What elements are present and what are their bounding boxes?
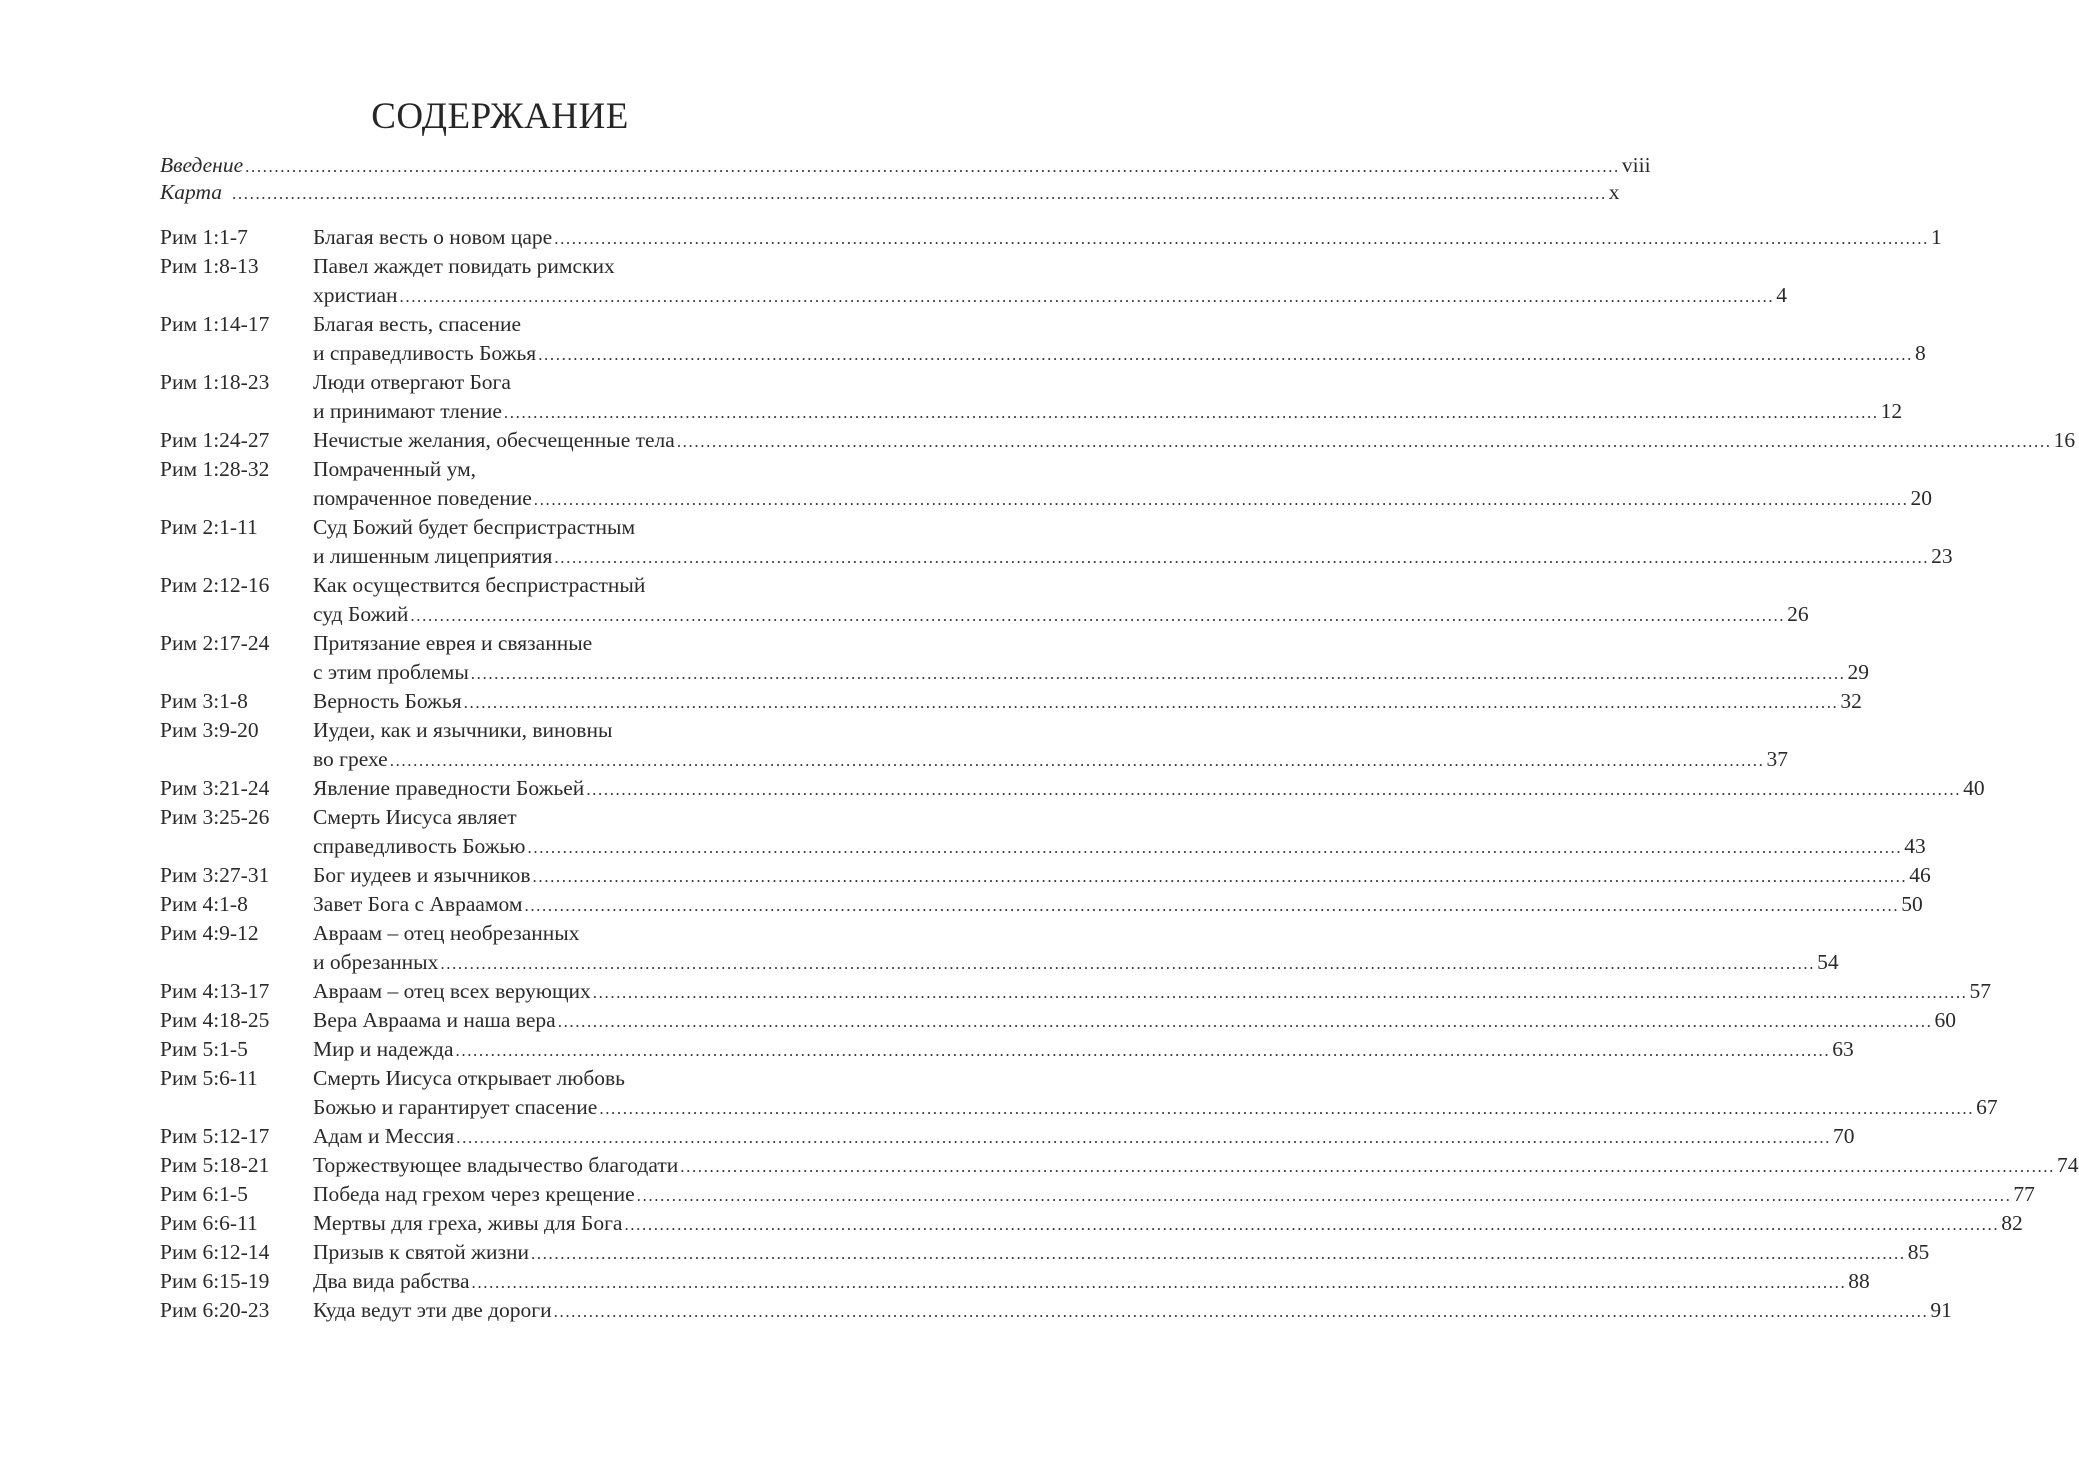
scripture-reference: Рим 2:17-24 — [160, 631, 270, 655]
scripture-reference: Рим 4:9-12 — [160, 921, 259, 945]
scripture-reference: Рим 2:1-11 — [160, 515, 258, 539]
entry-title: Карта — [160, 180, 223, 204]
page-number: x — [1608, 180, 1620, 204]
toc-entry[interactable] — [160, 223, 1942, 252]
entry-title: Победа над грехом через крещение — [313, 1182, 635, 1206]
entry-line — [313, 716, 1788, 745]
dot-leader — [558, 1007, 1933, 1036]
entry-body — [313, 1267, 1870, 1296]
entry-body — [313, 513, 1953, 571]
toc-entry-introduction[interactable] — [160, 152, 1651, 179]
entry-body — [313, 1296, 1952, 1325]
toc-entry[interactable] — [160, 803, 1926, 861]
toc-entry[interactable] — [160, 1267, 1870, 1296]
entry-title: суд Божий — [313, 602, 409, 626]
dot-leader — [456, 1036, 1831, 1065]
scripture-reference: Рим 5:1-5 — [160, 1037, 248, 1061]
dot-leader — [390, 746, 1765, 775]
scripture-reference: Рим 1:1-7 — [160, 225, 248, 249]
dot-leader — [531, 1239, 1906, 1268]
entry-line — [313, 397, 1902, 426]
dot-leader — [456, 1123, 1831, 1152]
entry-title: Явление праведности Божьей — [313, 776, 585, 800]
toc-entry[interactable] — [160, 1296, 1952, 1325]
page-number: 8 — [1914, 341, 1926, 365]
entry-title: Смерть Иисуса являет — [313, 805, 517, 829]
dot-leader — [554, 1297, 1929, 1326]
entry-line — [313, 426, 2075, 455]
entry-line — [313, 513, 1953, 542]
entry-title: Благая весть о новом царе — [313, 225, 553, 249]
entry-body — [313, 890, 1923, 919]
page-number: 57 — [1969, 979, 1992, 1003]
toc-entry[interactable] — [160, 861, 1931, 890]
entry-line — [313, 1267, 1870, 1296]
scripture-reference: Рим 6:15-19 — [160, 1269, 270, 1293]
entry-line — [313, 977, 1991, 1006]
entry-title: Люди отвергают Бога — [313, 370, 511, 394]
table-of-contents — [160, 152, 2079, 1325]
toc-entry[interactable] — [160, 1209, 2023, 1238]
entry-line — [313, 1151, 2079, 1180]
entry-title: Помраченный ум, — [313, 457, 477, 481]
entry-body — [313, 803, 1926, 861]
page-number: 91 — [1930, 1298, 1952, 1322]
entry-body — [313, 861, 1931, 890]
entry-line — [313, 600, 1809, 629]
entry-title: Как осуществится беспристрастный — [313, 573, 646, 597]
entry-body — [313, 1122, 1855, 1151]
dot-leader — [400, 282, 1775, 311]
entry-body — [313, 977, 1991, 1006]
entry-line — [313, 658, 1869, 687]
entry-title: Благая весть, спасение — [313, 312, 522, 336]
page-number: 1 — [1930, 225, 1942, 249]
entry-title: христиан — [313, 283, 398, 307]
entry-title: Мертвы для греха, живы для Бога — [313, 1211, 623, 1235]
entry-title: Божью и гарантирует спасение — [313, 1095, 598, 1119]
dot-leader — [680, 1152, 2055, 1181]
page-number: viii — [1621, 153, 1651, 177]
dot-leader — [599, 1094, 1974, 1123]
toc-entry[interactable] — [160, 1180, 2035, 1209]
entry-title: Введение — [160, 153, 244, 177]
page-number: 67 — [1976, 1095, 1998, 1119]
toc-entry[interactable] — [160, 1035, 1854, 1064]
dot-leader — [554, 224, 1929, 253]
entry-body — [313, 774, 1985, 803]
scripture-reference: Рим 3:9-20 — [160, 718, 259, 742]
entry-title: и лишенным лицеприятия — [313, 544, 553, 568]
entry-title: Нечистые желания, обесчещенные тела — [313, 428, 675, 452]
toc-entry[interactable] — [160, 890, 1923, 919]
dot-leader — [624, 1210, 1999, 1239]
entry-body — [313, 1006, 1956, 1035]
page-number: 20 — [1910, 486, 1933, 510]
entry-title: Вера Авраама и наша вера — [313, 1008, 556, 1032]
scripture-reference: Рим 5:6-11 — [160, 1066, 258, 1090]
entry-title: и принимают тление — [313, 399, 502, 423]
dot-leader — [524, 891, 1899, 920]
toc-entry[interactable] — [160, 774, 1985, 803]
page-number: 54 — [1817, 950, 1839, 974]
scripture-reference: Рим 3:21-24 — [160, 776, 270, 800]
entry-body — [313, 919, 1839, 977]
front-matter — [160, 152, 1651, 206]
entry-line — [313, 1093, 1998, 1122]
dot-leader — [593, 978, 1968, 1007]
entry-title: Смерть Иисуса открывает любовь — [313, 1066, 625, 1090]
toc-entry[interactable] — [160, 455, 1933, 513]
dot-leader — [440, 949, 1815, 978]
entry-title: Авраам – отец всех верующих — [313, 979, 591, 1003]
dot-leader — [472, 1268, 1847, 1297]
entry-body — [313, 571, 1809, 629]
scripture-reference: Рим 3:27-31 — [160, 863, 270, 887]
entry-title: во грехе — [313, 747, 388, 771]
page-number: 43 — [1904, 834, 1926, 858]
toc-entry[interactable] — [160, 1122, 1855, 1151]
scripture-reference: Рим 1:18-23 — [160, 370, 270, 394]
page-number: 77 — [2013, 1182, 2035, 1206]
toc-entry[interactable] — [160, 426, 2076, 455]
toc-entry[interactable] — [160, 368, 1903, 426]
page-number: 32 — [1840, 689, 1862, 713]
entry-body — [313, 1151, 2079, 1180]
entry-title: Адам и Мессия — [313, 1124, 455, 1148]
dot-leader — [245, 153, 1620, 180]
dot-leader — [533, 862, 1908, 891]
entry-line — [313, 542, 1953, 571]
entry-title: Мир и надежда — [313, 1037, 454, 1061]
entry-title: с этим проблемы — [313, 660, 469, 684]
entry-title: и справедливость Божья — [313, 341, 537, 365]
entry-title: Торжествующее владычество благодати — [313, 1153, 679, 1177]
entry-line — [313, 861, 1931, 890]
entry-title: справедливость Божью — [313, 834, 526, 858]
scripture-reference: Рим 4:18-25 — [160, 1008, 270, 1032]
page-number: 12 — [1880, 399, 1903, 423]
entry-line — [313, 281, 1787, 310]
toc-entry-map[interactable] — [160, 179, 1620, 206]
page-number: 60 — [1934, 1008, 1956, 1032]
entry-body — [313, 310, 1926, 368]
entry-line — [313, 339, 1926, 368]
toc-entry[interactable] — [160, 629, 1870, 687]
page-number: 50 — [1901, 892, 1923, 916]
toc-entry[interactable] — [160, 252, 1787, 310]
scripture-reference: Рим 1:24-27 — [160, 428, 270, 452]
entry-body — [313, 455, 1932, 513]
scripture-reference: Рим 1:28-32 — [160, 457, 270, 481]
scripture-reference: Рим 6:12-14 — [160, 1240, 270, 1264]
page-number: 88 — [1848, 1269, 1870, 1293]
page-number: 74 — [2057, 1153, 2079, 1177]
entry-body — [313, 1180, 2035, 1209]
page-number: 46 — [1909, 863, 1931, 887]
dot-leader — [504, 398, 1879, 427]
dot-leader — [554, 543, 1929, 572]
entry-line — [313, 1209, 2023, 1238]
page-number: 85 — [1907, 1240, 1930, 1264]
entry-line — [313, 774, 1985, 803]
toc-entry[interactable] — [160, 1064, 1998, 1122]
entry-line — [313, 1296, 1952, 1325]
toc-entry[interactable] — [160, 310, 1926, 368]
entry-body — [313, 1064, 1998, 1122]
page-number: 29 — [1847, 660, 1870, 684]
page-number: 82 — [2001, 1211, 2023, 1235]
entry-line — [313, 1238, 1929, 1267]
entry-line — [313, 1035, 1854, 1064]
entry-line — [313, 252, 1787, 281]
scripture-reference: Рим 6:1-5 — [160, 1182, 248, 1206]
entry-title: Куда ведут эти две дороги — [313, 1298, 552, 1322]
dot-leader — [410, 601, 1785, 630]
entry-body — [313, 629, 1869, 687]
entry-body — [313, 252, 1787, 310]
entry-title: и обрезанных — [313, 950, 439, 974]
entry-body — [313, 426, 2075, 455]
entry-line — [313, 832, 1926, 861]
entry-line — [313, 368, 1902, 397]
entry-body — [313, 368, 1902, 426]
entry-line — [313, 803, 1926, 832]
dot-leader — [232, 180, 1607, 207]
page-number: 16 — [2053, 428, 2076, 452]
entry-title: Авраам – отец необрезанных — [313, 921, 580, 945]
entry-title: Павел жаждет повидать римских — [313, 254, 615, 278]
entry-title: помраченное поведение — [313, 486, 532, 510]
entry-line — [313, 629, 1869, 658]
scripture-reference: Рим 3:1-8 — [160, 689, 248, 713]
dot-leader — [471, 659, 1846, 688]
scripture-reference: Рим 2:12-16 — [160, 573, 270, 597]
toc-entry[interactable] — [160, 1238, 1930, 1267]
entry-line — [313, 890, 1923, 919]
entry-body — [313, 1035, 1854, 1064]
scripture-reference: Рим 6:6-11 — [160, 1211, 258, 1235]
page-number: 40 — [1963, 776, 1985, 800]
toc-entry[interactable] — [160, 716, 1788, 774]
scripture-reference: Рим 4:1-8 — [160, 892, 248, 916]
entry-line — [313, 310, 1926, 339]
toc-entry[interactable] — [160, 1151, 2079, 1180]
page-title: СОДЕРЖАНИЕ — [371, 95, 629, 137]
entry-line — [313, 919, 1839, 948]
entry-body — [313, 716, 1788, 774]
entry-title: Призыв к святой жизни — [313, 1240, 529, 1264]
entry-body — [313, 1209, 2023, 1238]
toc-entry[interactable] — [160, 919, 1839, 977]
entry-title: Завет Бога с Авраамом — [313, 892, 523, 916]
scripture-reference: Рим 1:14-17 — [160, 312, 270, 336]
dot-leader — [534, 485, 1909, 514]
entry-line — [313, 745, 1788, 774]
entry-title: Иудеи, как и язычники, виновны — [313, 718, 613, 742]
entry-title: Притязание еврея и связанные — [313, 631, 593, 655]
entry-title: Бог иудеев и язычников — [313, 863, 531, 887]
scripture-reference: Рим 1:8-13 — [160, 254, 259, 278]
entry-title: Суд Божий будет беспристрастным — [313, 515, 636, 539]
dot-leader — [538, 340, 1913, 369]
dot-leader — [586, 775, 1961, 804]
entry-line — [313, 571, 1809, 600]
toc-entry[interactable] — [160, 977, 1992, 1006]
page-number: 26 — [1787, 602, 1809, 626]
entry-line — [313, 1064, 1998, 1093]
entry-line — [313, 1180, 2035, 1209]
dot-leader — [677, 427, 2052, 456]
page-number: 70 — [1833, 1124, 1855, 1148]
entry-line — [313, 1006, 1956, 1035]
toc-entry[interactable] — [160, 513, 1953, 571]
scripture-reference: Рим 3:25-26 — [160, 805, 270, 829]
page-number: 4 — [1776, 283, 1787, 307]
toc-entry[interactable] — [160, 1006, 1956, 1035]
entry-title: Верность Божья — [313, 689, 462, 713]
entry-line — [313, 455, 1932, 484]
entry-line — [313, 687, 1862, 716]
page-number: 23 — [1931, 544, 1953, 568]
page-number: 63 — [1832, 1037, 1854, 1061]
entry-body — [313, 1238, 1929, 1267]
dot-leader — [528, 833, 1903, 862]
entry-line — [313, 948, 1839, 977]
entry-body — [313, 687, 1862, 716]
scripture-reference: Рим 4:13-17 — [160, 979, 270, 1003]
toc-entries — [160, 223, 2079, 1325]
entry-title: Два вида рабства — [313, 1269, 470, 1293]
scripture-reference: Рим 6:20-23 — [160, 1298, 270, 1322]
entry-body — [313, 223, 1942, 252]
toc-entry[interactable] — [160, 571, 1809, 629]
scripture-reference: Рим 5:18-21 — [160, 1153, 270, 1177]
toc-entry[interactable] — [160, 687, 1862, 716]
entry-line — [313, 223, 1942, 252]
entry-line — [313, 484, 1932, 513]
entry-line — [313, 1122, 1855, 1151]
dot-leader — [464, 688, 1839, 717]
dot-leader — [637, 1181, 2012, 1210]
page-number: 37 — [1766, 747, 1788, 771]
scripture-reference: Рим 5:12-17 — [160, 1124, 270, 1148]
